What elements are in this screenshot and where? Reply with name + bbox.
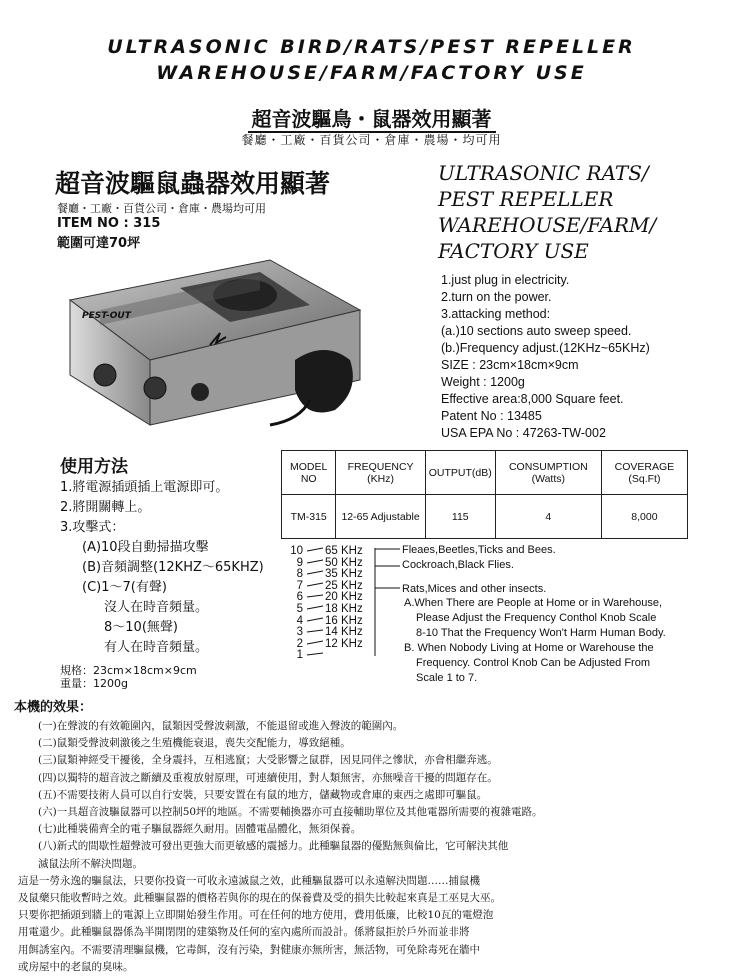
effect-line: (四)以獨特的超音波之斷續及重複放射原理，可連續使用，對人類無害，亦無噪音干擾的問題存在。 <box>38 771 498 784</box>
scale-number: 4 <box>296 614 303 627</box>
freq-scale-numbers <box>283 546 303 662</box>
note-a-line: Please Adjust the Frequency Conthol Knob Scale <box>416 612 657 624</box>
effect-line: 滅鼠法所不解決問題。 <box>38 857 143 870</box>
effect-line: (八)新式的間歇性超聲波可發出更強大而更敏感的震撼力。此種驅鼠器的優點無與倫比，它可解決其他 <box>38 840 509 853</box>
table-header: OUTPUT(dB) <box>425 451 495 495</box>
table-cell: 12-65 Adjustable <box>336 495 425 539</box>
spec-line: Effective area:8,000 Square feet. <box>441 392 624 406</box>
scale-number: 10 <box>290 545 303 557</box>
spec-line: Patent No : 13485 <box>441 409 542 423</box>
usage-sub-line: 有人在時音頻量。 <box>104 640 209 655</box>
spec-line: 2.turn on the power. <box>441 290 552 304</box>
english-title <box>438 160 656 264</box>
usage-title: 使用方法 <box>60 457 128 477</box>
product-cn-subtitle: 餐廳・工廠・百貨公司・倉庫・農場均可用 <box>57 202 266 215</box>
usage-sub-line: (A)10段自動掃描攻擊 <box>82 540 209 555</box>
usage-weight: 重量：1200g <box>60 677 128 690</box>
table-header: CONSUMPTION (Watts) <box>495 451 601 495</box>
scale-number: 5 <box>296 602 303 615</box>
freq-note-a <box>404 596 666 686</box>
scale-value: 16 KHz <box>325 614 363 627</box>
header-line-1: ULTRASONIC BIRD/RATS/PEST REPELLER <box>107 36 636 58</box>
scale-number: 9 <box>296 556 303 569</box>
note-a-line: A.When There are People at Home or in Warehouse, <box>404 597 663 609</box>
english-title-line: PEST REPELLER <box>438 187 614 211</box>
spec-line: 3.attacking method: <box>441 307 551 321</box>
table-cell: 8,000 <box>601 495 687 539</box>
effect-line: (三)鼠類神經受干擾後，全身震抖，互相逃竄；大受影響之鼠群，因見同伴之慘狀，亦會相繼奔逃。 <box>38 754 498 767</box>
spec-line: SIZE : 23cm×18cm×9cm <box>441 358 579 372</box>
note-b-line: Scale 1 to 7. <box>416 672 478 684</box>
usage-line: 2.將開關轉上。 <box>60 500 151 515</box>
scale-number: 6 <box>296 591 303 604</box>
effect-line: 及鼠藥只能收暫時之效。此種驅鼠器的價格若與你的現在的保養費及受的損失比較起來真是工巫見大巫。 <box>18 892 501 905</box>
product-cn-title: 超音波驅鼠蟲器效用顯著 <box>55 169 331 198</box>
effects-list <box>18 718 718 976</box>
freq-scale-values <box>325 546 363 650</box>
scale-number: 7 <box>296 579 303 592</box>
table-cell: 115 <box>425 495 495 539</box>
usage-line: 1.將電源插頭插上電源即可。 <box>60 480 229 495</box>
effect-line: 或房屋中的老鼠的臭味。 <box>18 960 134 973</box>
english-title-line: WAREHOUSE/FARM/ <box>438 213 657 237</box>
scale-value: 25 KHz <box>325 579 363 592</box>
scale-value: 20 KHz <box>325 591 363 604</box>
effect-line: (一)在聲波的有效範圍內，鼠類因受聲波刺激，不能退留或進入聲波的範圍內。 <box>38 720 404 732</box>
scale-value: 14 KHz <box>325 626 363 639</box>
spec-line: 1.just plug in electricity. <box>441 273 570 287</box>
effect-line: (五)不需要技術人員可以自行安裝，只要安置在有鼠的地方，儲藏物或倉庫的東西之處即可驅鼠。 <box>38 788 488 801</box>
freq-note-3: Rats,Mices and other insects. <box>402 583 547 595</box>
device-brand-label: PEST-OUT <box>82 311 131 321</box>
note-a-line: 8-10 That the Frequency Won't Harm Human Body. <box>416 627 666 639</box>
scale-number: 8 <box>296 568 303 581</box>
table-cell: TM-315 <box>282 495 336 539</box>
scale-number: 3 <box>296 626 303 639</box>
freq-note-1: Fleaes,Beetles,Ticks and Bees. <box>402 544 556 556</box>
usage-size: 規格：23cm×18cm×9cm <box>60 664 197 677</box>
scale-value: 65 KHz <box>325 545 363 557</box>
scale-value: 50 KHz <box>325 556 363 569</box>
table-header: MODEL NO <box>282 451 336 495</box>
usage-steps <box>60 478 264 658</box>
effect-line: 用電還少。此種驅鼠器係為半開閉閉的建築物及任何的室內處所而設計。係將鼠拒於戶外而並非將 <box>18 926 470 939</box>
effect-line: (六)一具超音波驅鼠器可以控制50坪的地區。不需要輔換器亦可直接輔助單位及其他電器所需要的複雜電路。 <box>38 806 543 819</box>
device-illustration <box>60 250 380 450</box>
coverage-range: 範圍可達70坪 <box>57 236 141 251</box>
spec-line: Weight : 1200g <box>441 375 525 389</box>
spec-line: (a.)10 sections auto sweep speed. <box>441 324 632 338</box>
scale-value: 18 KHz <box>325 602 363 615</box>
english-title-line: FACTORY USE <box>438 239 589 263</box>
table-header: FREQUENCY (KHz) <box>336 451 425 495</box>
header-line-2: WAREHOUSE/FARM/FACTORY USE <box>156 62 587 84</box>
scale-number: 1 <box>296 649 303 662</box>
effects-title: 本機的效果： <box>14 700 93 715</box>
effect-line: (七)此種裝備齊全的電子驅鼠器經久耐用。固體電晶體化，無須保養。 <box>38 823 362 836</box>
spec-table <box>281 450 688 539</box>
item-number: ITEM NO : 315 <box>57 216 161 231</box>
spec-line: USA EPA No : 47263-TW-002 <box>441 426 606 440</box>
usage-line: 3.攻擊式： <box>60 520 125 535</box>
usage-sub-line: (C)1～7(有聲) <box>82 580 167 595</box>
effect-line: (二)鼠類受聲波刺激後之生殖機能衰退，喪失交配能力，導致絕種。 <box>38 737 351 750</box>
scale-value: 35 KHz <box>325 568 363 581</box>
spec-line: (b.)Frequency adjust.(12KHz~65KHz) <box>441 341 650 355</box>
spec-list <box>441 272 650 442</box>
effect-line: 用餌誘室內。不需要清理驅鼠機，它毒餌，沒有污染，對健康亦無所害，無活物，可免除毒死在牆中 <box>18 943 480 956</box>
header-cn-title: 超音波驅鳥・鼠器效用顯著 <box>0 103 743 132</box>
note-b-line: B. When Nobody Living at Home or Warehouse the <box>404 642 654 654</box>
usage-sub-line: 沒人在時音頻量。 <box>104 600 209 615</box>
usage-sub-line: 8～10(無聲) <box>104 620 178 635</box>
header-cn-subtitle: 餐廳・工廠・百貨公司・倉庫・農場・均可用 <box>241 133 502 147</box>
effect-line: 這是一勞永逸的驅鼠法，只要你投資一可收永遠滅鼠之效，此種驅鼠器可以永遠解決問題……捕鼠機 <box>18 874 480 887</box>
usage-sub-line: (B)音頻調整(12KHZ～65KHZ) <box>82 560 264 575</box>
freq-note-2: Cockroach,Black Flies. <box>402 559 514 571</box>
table-cell: 4 <box>495 495 601 539</box>
note-b-line: Frequency. Control Knob Can be Adjusted From <box>416 657 650 669</box>
english-title-line: ULTRASONIC RATS/ <box>438 161 649 185</box>
scale-number: 2 <box>296 637 303 650</box>
effect-line: 只要你把插頭到牆上的電源上立即開始發生作用。可在任何的地方使用，費用低廉，比較10瓦的電燈泡 <box>18 909 494 922</box>
table-header: COVERAGE (Sq.Ft) <box>601 451 687 495</box>
scale-value: 12 KHz <box>325 637 363 650</box>
